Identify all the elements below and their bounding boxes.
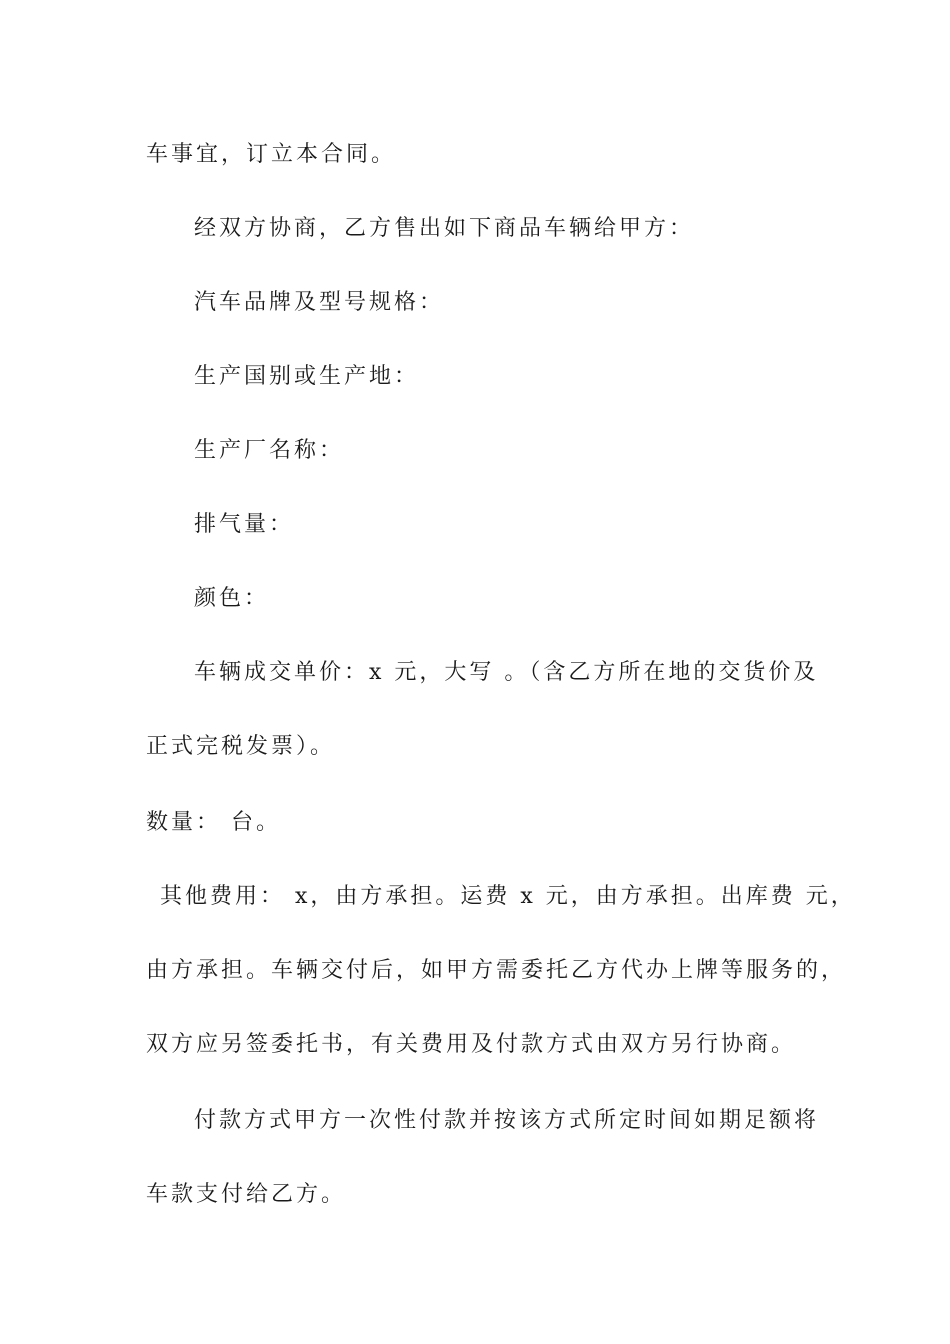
paragraph-line: 数量： 台。: [146, 810, 281, 835]
paragraph-line: 由方承担。车辆交付后，如甲方需委托乙方代办上牌等服务的，: [146, 958, 847, 983]
paragraph-line: 生产国别或生产地：: [194, 364, 420, 389]
paragraph-line: 生产厂名称：: [194, 438, 345, 463]
paragraph-line: 车事宜，订立本合同。: [146, 142, 397, 167]
paragraph-line: 车款支付给乙方。: [146, 1182, 347, 1207]
paragraph-line: 车辆成交单价：x 元，大写 。（含乙方所在地的交货价及: [194, 660, 819, 685]
paragraph-line: 颜色：: [194, 586, 270, 611]
paragraph-line: 经双方协商，乙方售出如下商品车辆给甲方：: [194, 216, 695, 241]
paragraph-line: 付款方式甲方一次性付款并按该方式所定时间如期足额将: [194, 1108, 820, 1133]
paragraph-line: 汽车品牌及型号规格：: [194, 290, 445, 315]
paragraph-line: 正式完税发票）。: [146, 734, 336, 759]
paragraph-line: 其他费用： x，由方承担。运费 x 元，由方承担。出库费 元，: [160, 884, 856, 909]
paragraph-line: 排气量：: [194, 512, 295, 537]
paragraph-line: 双方应另签委托书，有关费用及付款方式由双方另行协商。: [146, 1032, 797, 1057]
